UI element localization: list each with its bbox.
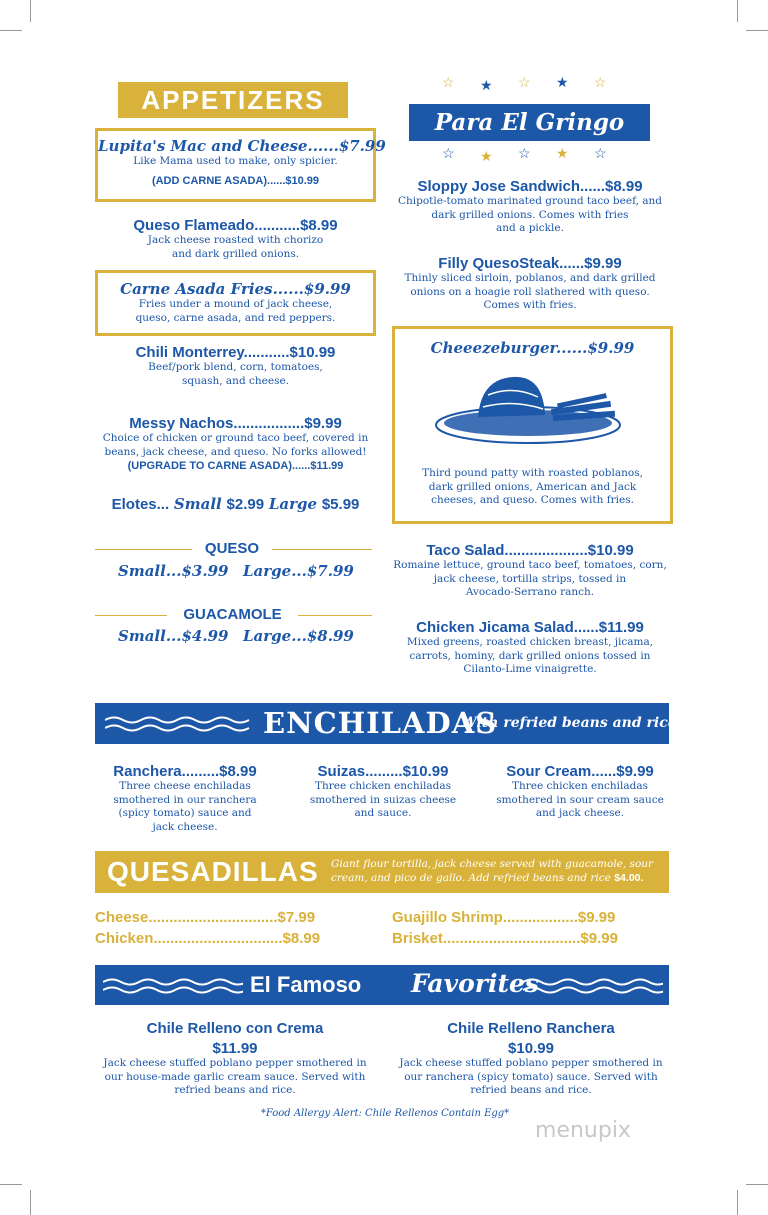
wave-icon	[103, 977, 243, 995]
chile-relleno-ranchera-desc-3: refried beans and rice.	[470, 1084, 592, 1096]
wave-icon	[105, 715, 253, 733]
appetizers-heading: APPETIZERS	[118, 82, 348, 118]
ranchera-enchilada-desc-4: jack cheese.	[152, 820, 218, 833]
filly-queso-steak-desc-2: onions on a hoagie roll slathered with queso.	[410, 285, 650, 298]
star-icon: ★	[480, 78, 493, 94]
star-icon: ☆	[442, 75, 455, 91]
mac-cheese-title: Lupita's Mac and Cheese......$7.99	[98, 137, 386, 155]
chile-relleno-crema-desc-3: refried beans and rice.	[174, 1084, 296, 1096]
queso-flameado-item	[95, 217, 376, 261]
ranchera-enchilada-desc-1: Three cheese enchiladas	[119, 780, 251, 792]
favorites-heading-b: Favorites	[411, 969, 539, 998]
elotes-small-label: Small	[173, 495, 222, 513]
crop-mark	[30, 0, 31, 22]
sour-cream-enchilada-item	[482, 763, 678, 821]
sour-cream-enchilada-desc-3: and jack cheese.	[535, 807, 625, 819]
mac-cheese-desc: Like Mama used to make, only spicier.	[133, 155, 338, 167]
chile-relleno-ranchera-price: $10.99	[508, 1040, 554, 1057]
chicken-jicama-salad-desc-1: Mixed greens, roasted chicken breast, jicama,	[406, 636, 654, 648]
quesadillas-desc-1: Giant flour tortilla, jack cheese served with guacamole, sour	[331, 858, 654, 870]
chile-relleno-ranchera-item	[386, 1020, 676, 1098]
chicken-jicama-salad-title: Chicken Jicama Salad......$11.99	[416, 619, 644, 636]
mac-cheese-upgrade: (ADD CARNE ASADA)......$10.99	[151, 174, 320, 187]
sloppy-jose-title: Sloppy Jose Sandwich......$8.99	[417, 178, 643, 195]
watermark: menupix	[535, 1118, 631, 1143]
taco-salad-title: Taco Salad....................$10.99	[426, 542, 634, 559]
messy-nachos-desc-1: Choice of chicken or ground taco beef, covered in	[102, 432, 369, 444]
enchiladas-subheading: With refried beans and rice	[461, 715, 677, 731]
messy-nachos-upgrade: (UPGRADE TO CARNE ASADA)......$11.99	[127, 460, 344, 472]
divider	[95, 549, 192, 550]
sloppy-jose-desc-3: and a pickle.	[496, 222, 564, 234]
ranchera-enchilada-desc-2: smothered in our ranchera	[113, 793, 257, 806]
divider	[298, 615, 372, 616]
divider	[95, 615, 167, 616]
crop-mark	[737, 0, 738, 22]
quesadilla-chicken: Chicken...............................$8.99	[95, 930, 321, 947]
crop-mark	[746, 30, 768, 31]
favorites-heading-a: El Famoso	[250, 972, 362, 997]
chile-relleno-ranchera-desc-2: our ranchera (spicy tomato) sauce. Served with	[404, 1070, 658, 1083]
queso-flameado-title: Queso Flameado...........$8.99	[133, 217, 338, 234]
stars-bottom	[440, 146, 620, 168]
chile-relleno-ranchera-title: Chile Relleno Ranchera	[447, 1020, 615, 1037]
ranchera-enchilada-title: Ranchera.........$8.99	[113, 763, 257, 780]
quesadillas-desc	[331, 857, 653, 885]
cheeezeburger-desc-2: dark grilled onions, American and Jack	[428, 480, 637, 493]
guacamole-large: Large...$8.99	[243, 627, 354, 645]
sloppy-jose-item	[385, 178, 675, 236]
elotes-label: Elotes...	[111, 496, 170, 513]
divider	[272, 549, 372, 550]
elotes-small-price: $2.99	[226, 496, 265, 513]
chile-relleno-crema-desc-1: Jack cheese stuffed poblano pepper smothered in	[103, 1057, 367, 1069]
star-icon: ☆	[442, 146, 455, 162]
chile-relleno-crema-title: Chile Relleno con Crema	[146, 1020, 324, 1037]
cheeezeburger-desc-3: cheeses, and queso. Comes with fries.	[431, 494, 634, 506]
chicken-jicama-salad-desc-2: carrots, hominy, dark grilled onions tossed in	[409, 649, 651, 662]
sour-cream-enchilada-desc-1: Three chicken enchiladas	[511, 780, 649, 792]
queso-large: Large...$7.99	[243, 562, 354, 580]
chicken-jicama-salad-item	[385, 619, 675, 677]
enchiladas-heading: ENCHILADAS	[263, 706, 498, 740]
carne-asada-fries-title: Carne Asada Fries......$9.99	[120, 280, 351, 298]
star-icon: ☆	[594, 146, 607, 162]
suizas-enchilada-desc-2: smothered in suizas cheese	[309, 793, 457, 806]
suizas-enchilada-item	[288, 763, 478, 821]
sour-cream-enchilada-desc-2: smothered in sour cream sauce	[496, 793, 664, 806]
mac-cheese-box	[95, 128, 386, 202]
guacamole-heading: GUACAMOLE	[183, 606, 282, 623]
chili-monterrey-title: Chili Monterrey...........$10.99	[135, 344, 336, 361]
burger-illustration	[433, 365, 633, 455]
filly-queso-steak-title: Filly QuesoSteak......$9.99	[438, 255, 622, 272]
quesadilla-brisket: Brisket.................................$9.99	[392, 930, 618, 947]
quesadilla-cheese: Cheese...............................$7.99	[95, 909, 316, 926]
messy-nachos-item	[92, 415, 379, 472]
taco-salad-desc-1: Romaine lettuce, ground taco beef, tomatoes, corn,	[393, 559, 667, 571]
favorites-banner	[95, 965, 669, 1005]
star-icon: ☆	[518, 75, 531, 91]
queso-small: Small...$3.99	[118, 562, 229, 580]
suizas-enchilada-desc-3: and sauce.	[354, 807, 412, 819]
elotes-item	[92, 495, 379, 513]
quesadillas-desc-2-line	[331, 871, 653, 885]
quesadillas-desc-price: $4.00.	[614, 872, 644, 884]
elotes-large-price: $5.99	[321, 496, 360, 513]
ranchera-enchilada-item	[90, 763, 280, 834]
cheeezeburger-title: Cheeezeburger......$9.99	[430, 339, 635, 357]
star-icon: ★	[556, 75, 569, 91]
queso-flameado-desc-2: and dark grilled onions.	[171, 247, 300, 260]
crop-mark	[737, 1190, 738, 1215]
taco-salad-item	[385, 542, 675, 600]
chicken-jicama-salad-desc-3: Cilanto-Lime vinaigrette.	[463, 663, 597, 675]
quesadillas-heading: QUESADILLAS	[107, 856, 319, 887]
guacamole-small: Small...$4.99	[118, 627, 229, 645]
star-icon: ★	[556, 146, 569, 162]
crop-mark	[746, 1184, 768, 1185]
crop-mark	[30, 1190, 31, 1215]
cheeezeburger-desc-1: Third pound patty with roasted poblanos,	[422, 467, 643, 479]
sloppy-jose-desc-2: dark grilled onions. Comes with fries	[431, 208, 629, 221]
stars-top	[440, 75, 620, 97]
carne-asada-fries-desc-2: queso, carne asada, and red peppers.	[135, 311, 336, 324]
suizas-enchilada-desc-1: Three chicken enchiladas	[314, 780, 452, 792]
quesadillas-desc-2: cream, and pico de gallo. Add refried beans and rice	[331, 872, 611, 884]
filly-queso-steak-desc-1: Thinly sliced sirloin, poblanos, and dark grilled	[404, 272, 656, 284]
para-el-gringo-heading: Para El Gringo	[409, 104, 650, 141]
crop-mark	[0, 30, 22, 31]
sloppy-jose-desc-1: Chipotle-tomato marinated ground taco beef, and	[397, 195, 663, 207]
chile-relleno-ranchera-desc-1: Jack cheese stuffed poblano pepper smothered in	[399, 1057, 663, 1069]
elotes-large-label: Large	[268, 495, 318, 513]
quesadillas-banner	[95, 851, 669, 893]
chile-relleno-crema-item	[90, 1020, 380, 1098]
taco-salad-desc-2: jack cheese, tortilla strips, tossed in	[433, 572, 627, 585]
sour-cream-enchilada-title: Sour Cream......$9.99	[506, 763, 654, 780]
star-icon: ☆	[518, 146, 531, 162]
enchiladas-banner	[95, 703, 677, 744]
chili-monterrey-desc-2: squash, and cheese.	[181, 374, 290, 387]
star-icon: ★	[480, 149, 493, 165]
filly-queso-steak-item	[385, 255, 675, 313]
cheeezeburger-box	[392, 326, 673, 524]
crop-mark	[0, 1184, 22, 1185]
carne-asada-fries-box	[95, 270, 376, 336]
chile-relleno-crema-price: $11.99	[212, 1040, 258, 1057]
ranchera-enchilada-desc-3: (spicy tomato) sauce and	[118, 807, 252, 819]
taco-salad-desc-3: Avocado-Serrano ranch.	[465, 586, 595, 598]
quesadilla-guajillo-shrimp: Guajillo Shrimp..................$9.99	[392, 909, 616, 926]
carne-asada-fries-desc-1: Fries under a mound of jack cheese,	[138, 298, 333, 310]
filly-queso-steak-desc-3: Comes with fries.	[483, 299, 577, 311]
star-icon: ☆	[594, 75, 607, 91]
allergy-alert: *Food Allergy Alert: Chile Rellenos Contain Egg*	[260, 1108, 510, 1119]
chili-monterrey-item	[95, 344, 376, 388]
queso-flameado-desc-1: Jack cheese roasted with chorizo	[147, 234, 324, 246]
queso-heading: QUESO	[204, 540, 260, 557]
chile-relleno-crema-desc-2: our house-made garlic cream sauce. Served with	[104, 1070, 366, 1083]
messy-nachos-title: Messy Nachos.................$9.99	[129, 415, 342, 432]
chili-monterrey-desc-1: Beef/pork blend, corn, tomatoes,	[148, 361, 323, 373]
wave-icon	[523, 977, 663, 995]
messy-nachos-desc-2: beans, jack cheese, and queso. No forks allowed!	[104, 445, 367, 458]
suizas-enchilada-title: Suizas.........$10.99	[317, 763, 449, 780]
